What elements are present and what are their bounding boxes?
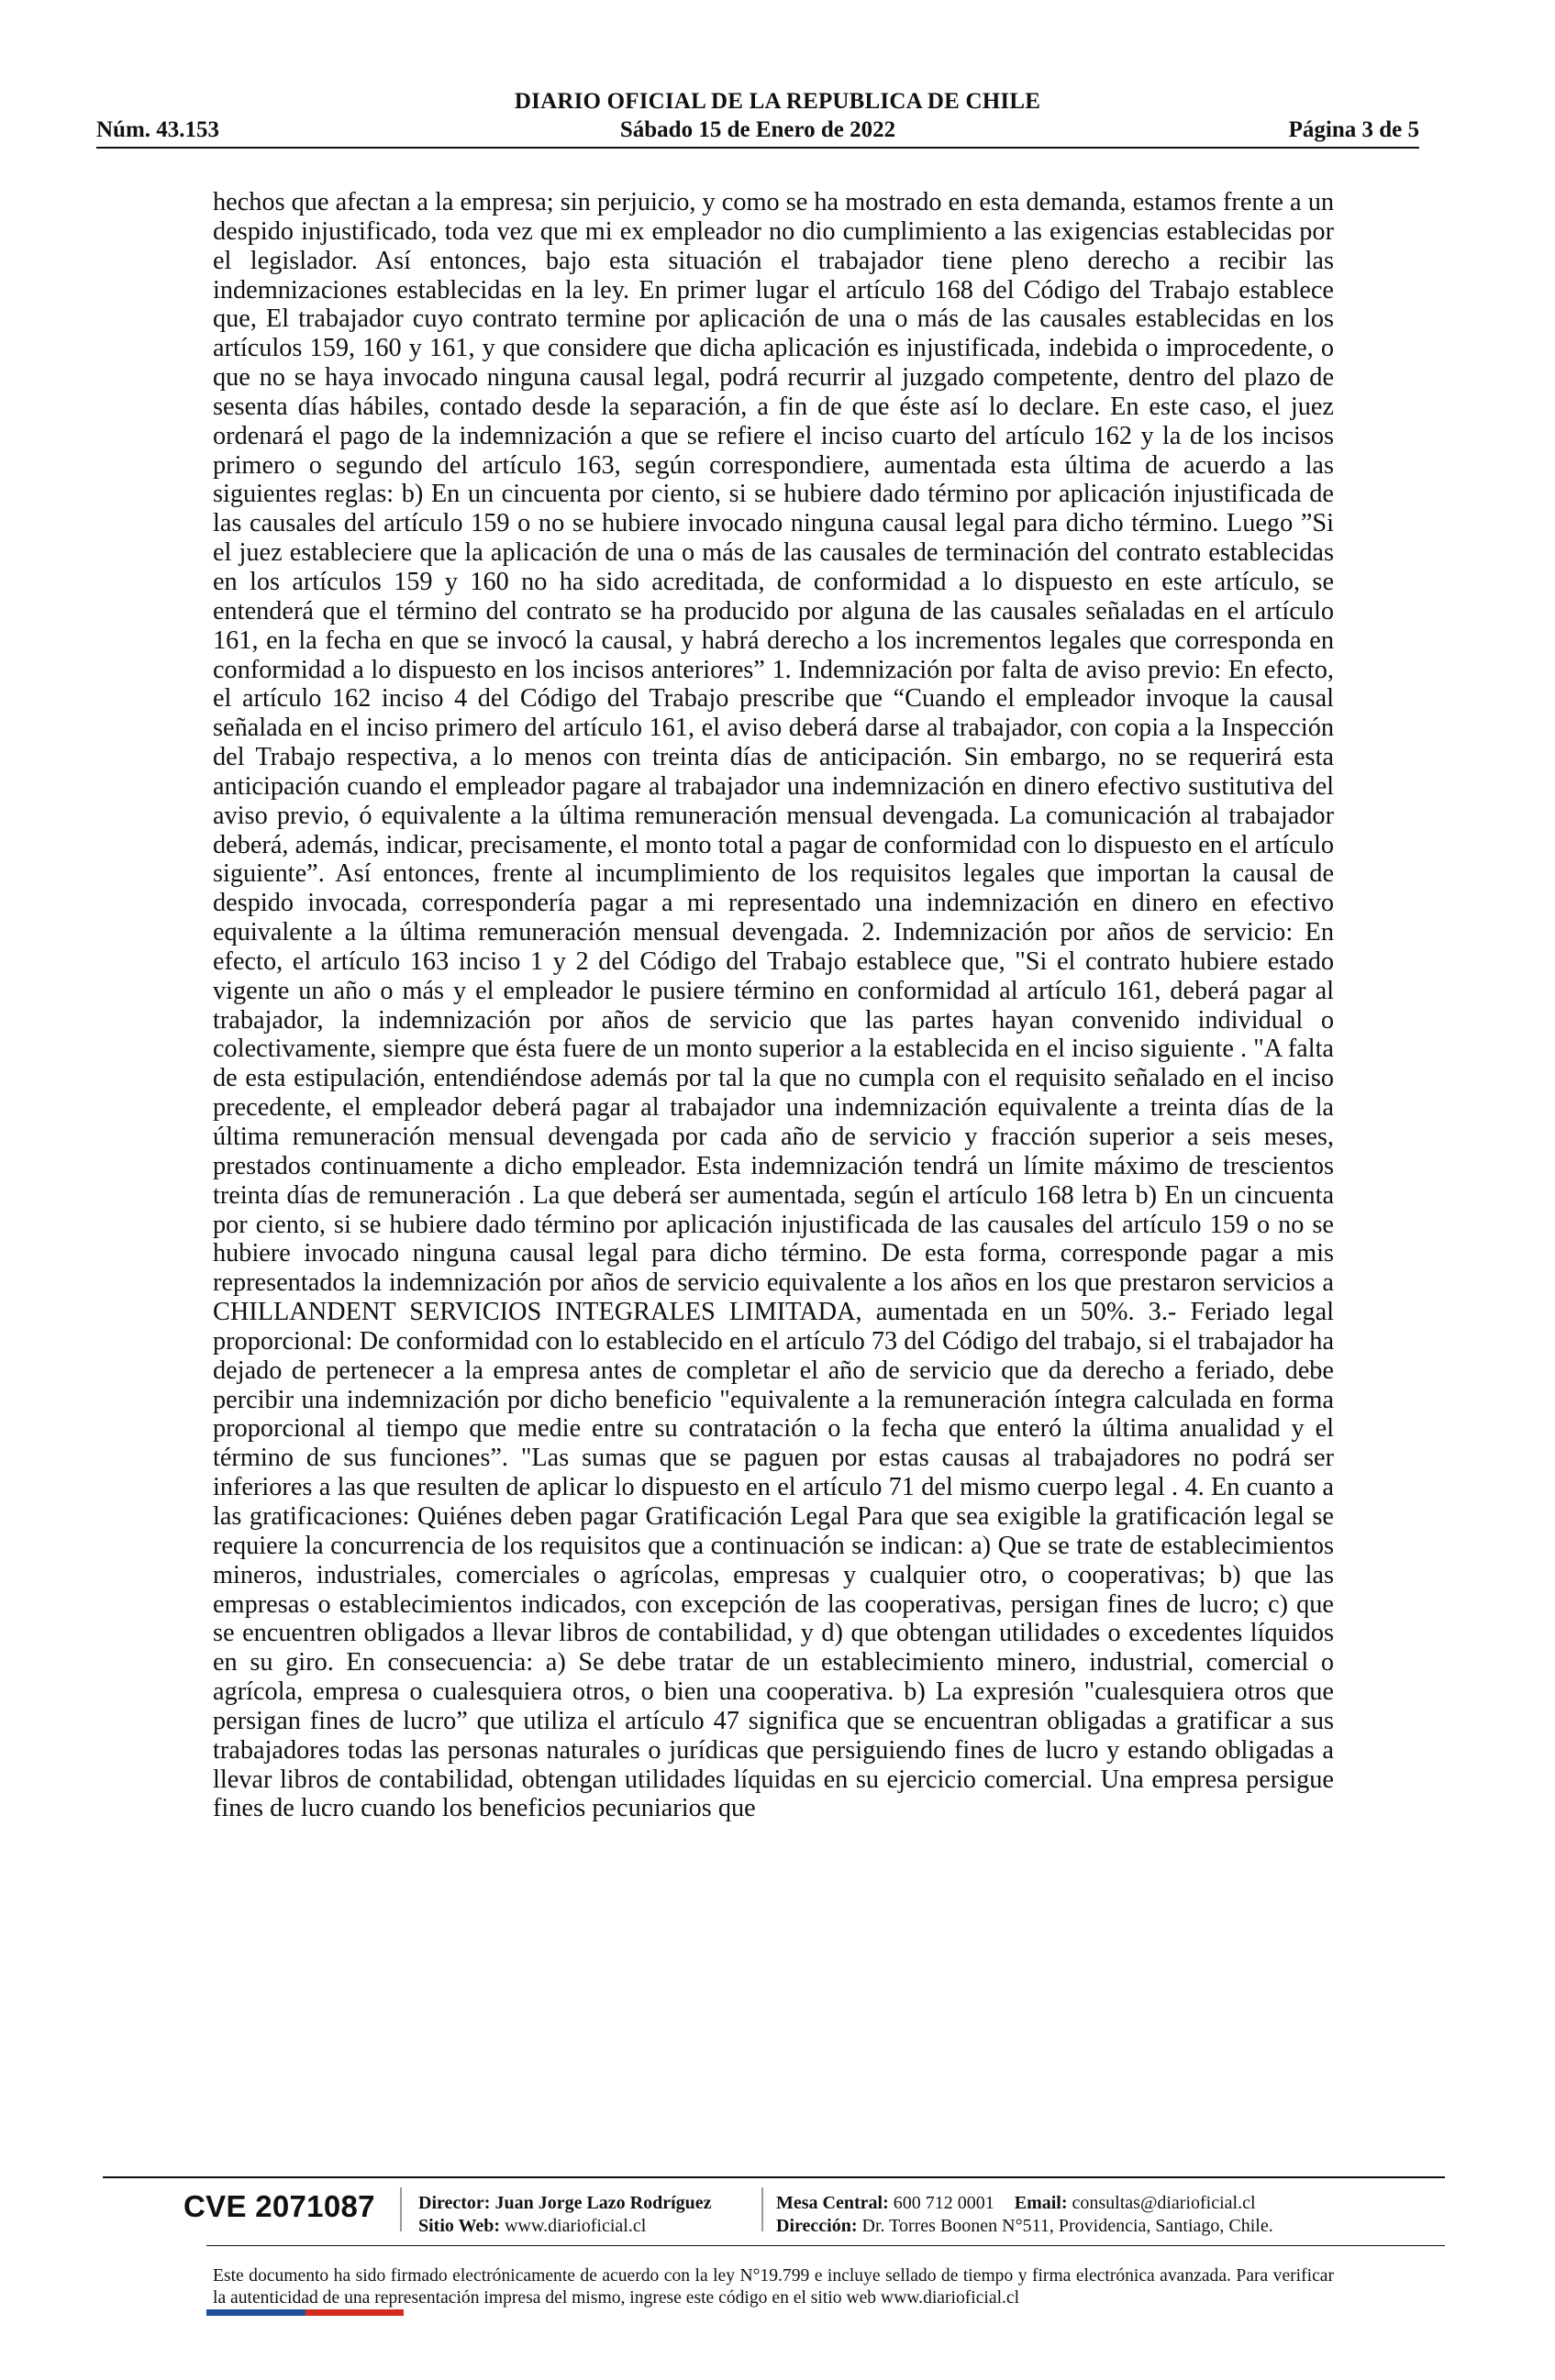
footer-divider (103, 2176, 1445, 2178)
email-label: Email: (1014, 2193, 1068, 2213)
director-label: Director: (418, 2193, 491, 2213)
header-row (96, 117, 1419, 145)
phone-number: 600 712 0001 (893, 2193, 994, 2213)
issue-date: Sábado 15 de Enero de 2022 (619, 117, 896, 142)
flag-stripe-blue (206, 2309, 305, 2316)
website-link[interactable]: www.diarioficial.cl (505, 2216, 647, 2236)
address-text: Dr. Torres Boonen N°511, Providencia, Santiago, Chile. (861, 2216, 1273, 2236)
header-divider (96, 147, 1419, 149)
footer-inner-divider (206, 2245, 1445, 2246)
issue-number: Núm. 43.153 (96, 117, 220, 142)
address-label: Dirección: (776, 2216, 858, 2236)
footer-contact-block (776, 2192, 1273, 2238)
footer-separator (400, 2187, 402, 2231)
document-body: hechos que afectan a la empresa; sin perjuicio, y como se ha mostrado en esta demanda, estamos frente a un despido injustificado, toda vez que mi ex empleador no dio cumplimiento a las exigencias establecidas por el legislador. Así entonces, bajo esta situación el trabajador tiene pleno derecho a recibir las indemnizaciones establecidas en la ley. En primer lugar el artículo 168 del Código del Trabajo establece que, El trabajador cuyo contrato termine por aplicación de una o más de las causales establecidas en los artículos 159, 160 y 161, y que considere que dicha aplicación es injustificada, indebida o improcedente, o que no se haya invocado ninguna causal legal, podrá recurrir al juzgado competente, dentro del plazo de sesenta días hábiles, contado desde la separación, a fin de que éste así lo declare. En este caso, el juez ordenará el pago de la indemnización a que se refiere el inciso cuarto del artículo 162 y la de los incisos primero o segundo del artículo 163, según correspondiere, aumentada esta última de acuerdo a las siguientes reglas: b) En un cincuenta por ciento, si se hubiere dado término por aplicación injustificada de las causales del artículo 159 o no se hubiere invocado ninguna causal legal para dicho término. Luego ”Si el juez estableciere que la aplicación de una o más de las causales de terminación del contrato establecidas en los artículos 159 y 160 no ha sido acreditada, de conformidad a lo dispuesto en este artículo, se entenderá que el término del contrato se ha producido por alguna de las causales señaladas en el artículo 161, en la fecha en que se invocó la causal, y habrá derecho a los incrementos legales que corresponda en conformidad a lo dispuesto en los incisos anteriores” 1. Indemnización por falta de aviso previo: En efecto, el artículo 162 inciso 4 del Código del Trabajo prescribe que “Cuando el empleador invoque la causal señalada en el inciso primero del artículo 161, el aviso deberá darse al trabajador, con copia a la Inspección del Trabajo respectiva, a lo menos con treinta días de anticipación. Sin embargo, no se requerirá esta anticipación cuando el empleador pagare al trabajador una indemnización en dinero efectivo sustitutiva del aviso previo, ó equivalente a la última remuneración mensual devengada. La comunicación al trabajador deberá, además, indicar, precisamente, el monto total a pagar de conformidad con lo dispuesto en el artículo siguiente”. Así entonces, frente al incumplimiento de los requisitos legales que importan la causal de despido invocada, correspondería pagar a mi representado una indemnización en dinero en efectivo equivalente a la última remuneración mensual devengada. 2. Indemnización por años de servicio: En efecto, el artículo 163 inciso 1 y 2 del Código del Trabajo establece que, "Si el contrato hubiere estado vigente un año o más y el empleador le pusiere término en conformidad al artículo 161, deberá pagar al trabajador, la indemnización por años de servicio que las partes hayan convenido individual o colectivamente, siempre que ésta fuere de un monto superior a la establecida en el inciso siguiente . "A falta de esta estipulación, entendiéndose además por tal la que no cumpla con el requisito señalado en el inciso precedente, el empleador deberá pagar al trabajador una indemnización equivalente a treinta días de la última remuneración mensual devengada por cada año de servicio y fracción superior a seis meses, prestados continuamente a dicho empleador. Esta indemnización tendrá un límite máximo de trescientos treinta días de remuneración . La que deberá ser aumentada, según el artículo 168 letra b) En un cincuenta por ciento, si se hubiere dado término por aplicación injustificada de las causales del artículo 159 o no se hubiere invocado ninguna causal legal para dicho término. De esta forma, corresponde pagar a mis representados la indemnización por años de servicio equivalente a los años en los que prestaron servicios a CHILLANDENT SERVICIOS INTEGRALES LIMITADA, aumentada en un 50%. 3.- Feriado legal proporcional: De conformidad con lo establecido en el artículo 73 del Código del trabajo, si el trabajador ha dejado de pertenecer a la empresa antes de completar el año de servicio que da derecho a feriado, debe percibir una indemnización por dicho beneficio "equivalente a la remuneración íntegra calculada en forma proporcional al tiempo que medie entre su contratación o la fecha que enteró la última anualidad y el término de sus funciones”. "Las sumas que se paguen por estas causas al trabajadores no podrá ser inferiores a las que resulten de aplicar lo dispuesto en el artículo 71 del mismo cuerpo legal . 4. En cuanto a las gratificaciones: Quiénes deben pagar Gratificación Legal Para que sea exigible la gratificación legal se requiere la concurrencia de los requisitos que a continuación se indican: a) Que se trate de establecimientos mineros, industriales, comerciales o agrícolas, empresas y cualquier otro, o cooperativas; b) que las empresas o establecimientos indicados, con excepción de las cooperativas, persigan fines de lucro; c) que se encuentren obligados a llevar libros de contabilidad, y d) que obtengan utilidades o excedentes líquidos en su giro. En consecuencia: a) Se debe tratar de un establecimiento minero, industrial, comercial o agrícola, empresa o cualesquiera otros, o bien una cooperativa. b) La expresión "cualesquiera otros que persigan fines de lucro” que utiliza el artículo 47 significa que se encuentran obligadas a gratificar a sus trabajadores todas las personas naturales o jurídicas que persiguiendo fines de lucro y estando obligadas a llevar libros de contabilidad, obtengan utilidades líquidas en su ejercicio comercial. Una empresa persigue fines de lucro cuando los beneficios pecuniarios que (213, 188, 1334, 1823)
footer-director-block (418, 2192, 712, 2238)
signature-notice: Este documento ha sido firmado electrónicamente de acuerdo con la ley N°19.799 e incluye sellado de tiempo y firma electrónica avanzada. Para verificar la autenticidad de una representación impresa del mismo, ingrese este código en el sitio web www.diarioficial.cl (213, 2266, 1334, 2308)
director-name: Juan Jorge Lazo Rodríguez (494, 2193, 712, 2213)
flag-stripe (206, 2309, 404, 2316)
page-indicator: Página 3 de 5 (1288, 117, 1419, 142)
footer-separator (761, 2187, 763, 2231)
gazette-title: DIARIO OFICIAL DE LA REPUBLICA DE CHILE (514, 89, 1041, 114)
website-label: Sitio Web: (418, 2216, 501, 2236)
phone-label: Mesa Central: (776, 2193, 889, 2213)
cve-code: CVE 2071087 (183, 2189, 375, 2223)
email-link[interactable]: consultas@diarioficial.cl (1072, 2193, 1256, 2213)
flag-stripe-red (305, 2309, 404, 2316)
